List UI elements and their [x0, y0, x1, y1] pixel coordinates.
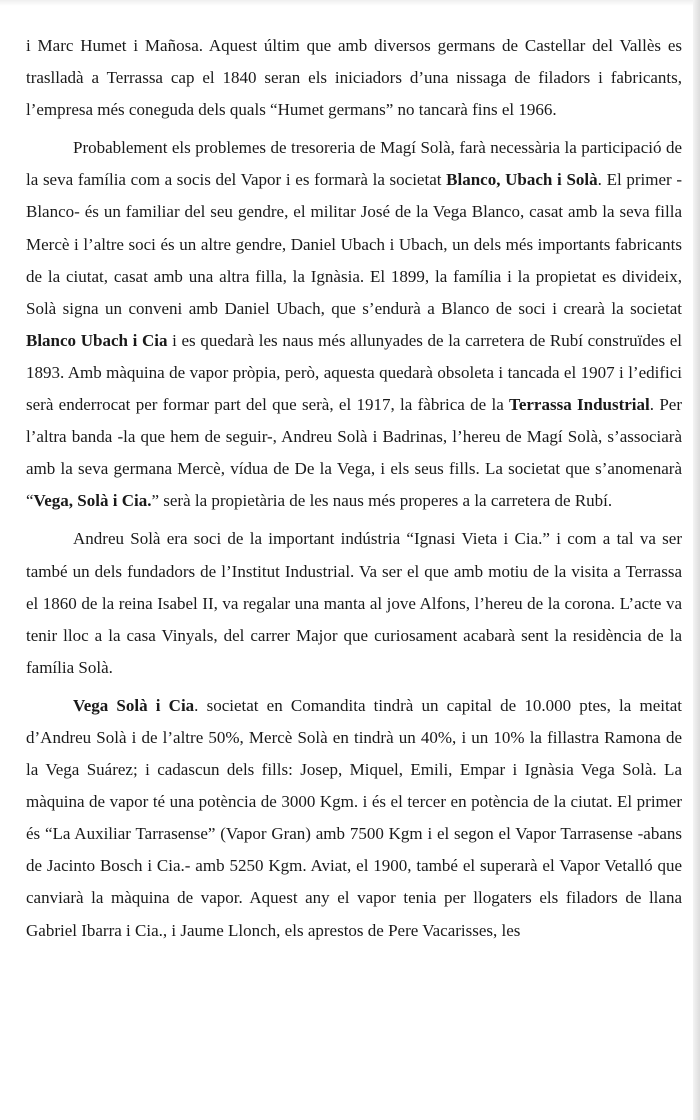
paragraph-text: . Per l’altra banda -la que hem de seguir-, Andreu Solà i Badrinas, l’hereu de Magí Solà, s’associarà amb la seva germana Mercè, vídua de De la Vega, i els seus fills. La societat que s’anomenarà “: [26, 395, 682, 511]
scan-top-edge: [0, 0, 700, 6]
paragraph-text: . societat en Comandita tindrà un capital de 10.000 ptes, la meitat d’Andreu Solà i de l’altre 50%, Mercè Solà en tindrà un 40%, i un 10% la fillastra Ramona de la Vega Suárez; i cadascun dels fills: Josep, Miquel, Emili, Empar i Ignàsia Vega Solà. La màquina de vapor té una potència de 3000 Kgm. i és el tercer en potència de la ciutat. El primer és “La Auxiliar Tarrasense” (Vapor Gran) amb 7500 Kgm i el segon el Vapor Tarrasense -abans de Jacinto Bosch i Cia.- amb 5250 Kgm. Aviat, el 1900, també el superarà el Vapor Vetalló que canviarà la màquina de vapor. Aquest any el vapor tenia per llogaters els filadors de llana Gabriel Ibarra i Cia., i Jaume Llonch, els aprestos de Pere Vacarisses, les: [26, 695, 682, 940]
scan-right-edge: [693, 0, 700, 1120]
company-name-terrassa-industrial: Terrassa Industrial: [509, 395, 650, 415]
paragraph-text: i Marc Humet i Mañosa. Aquest últim que amb diversos germans de Castellar del Vallès es traslladà a Terrassa cap el 1840 seran els iniciadors d’una nissaga de filadors i fabricants, l’empresa més coneguda dels quals “Humet germans” no tancarà fins el 1966.: [26, 36, 682, 120]
paragraph-text: Andreu Solà era soci de la important indústria “Ignasi Vieta i Cia.” i com a tal va ser també un dels fundadors de l’Institut Industrial. Va ser el que amb motiu de la visita a Terrassa el 1860 de la reina Isabel II, va regalar una manta al jove Alfons, l’hereu de la corona. L’acte va tenir lloc a la casa Vinyals, del carrer Major que curiosament acabarà sent la residència de la família Solà.: [26, 529, 682, 677]
company-name-vega-sola-cia: Vega, Solà i Cia.: [33, 491, 152, 511]
paragraph-2: [26, 132, 682, 517]
company-name-blanco-ubach-sola: Blanco, Ubach i Solà: [446, 170, 598, 190]
paragraph-1: [26, 30, 682, 126]
paragraph-text: . El primer -Blanco- és un familiar del seu gendre, el militar José de la Vega Blanco, casat amb la seva filla Mercè i l’altre soci és un altre gendre, Daniel Ubach i Ubach, un dels més importants fabricants de la ciutat, casat amb una altra filla, la Ignàsia. El 1899, la família i la propietat es divideix, Solà signa un conveni amb Daniel Ubach, que s’endurà a Blanco de soci i crearà la societat: [26, 170, 682, 318]
paragraph-3: [26, 523, 682, 683]
paragraph-text: i es quedarà les naus més allunyades de la carretera de Rubí construïdes el 1893. Amb màquina de vapor pròpia, però, aquesta quedarà obsoleta i tancada el 1907 i l’edifici serà enderrocat per formar part del que serà, el 1917, la fàbrica de la: [26, 330, 682, 415]
document-page: [26, 30, 682, 947]
company-name-blanco-ubach-cia: Blanco Ubach i Cia: [26, 330, 168, 350]
paragraph-text: ” serà la propietària de les naus més properes a la carretera de Rubí.: [151, 491, 613, 511]
company-name-vega-sola-cia-lead: Vega Solà i Cia: [73, 695, 195, 715]
paragraph-4: [26, 690, 682, 947]
paragraph-text: Probablement els problemes de tresoreria de Magí Solà, farà necessària la participació de la seva família com a socis del Vapor i es formarà la societat: [26, 138, 682, 190]
